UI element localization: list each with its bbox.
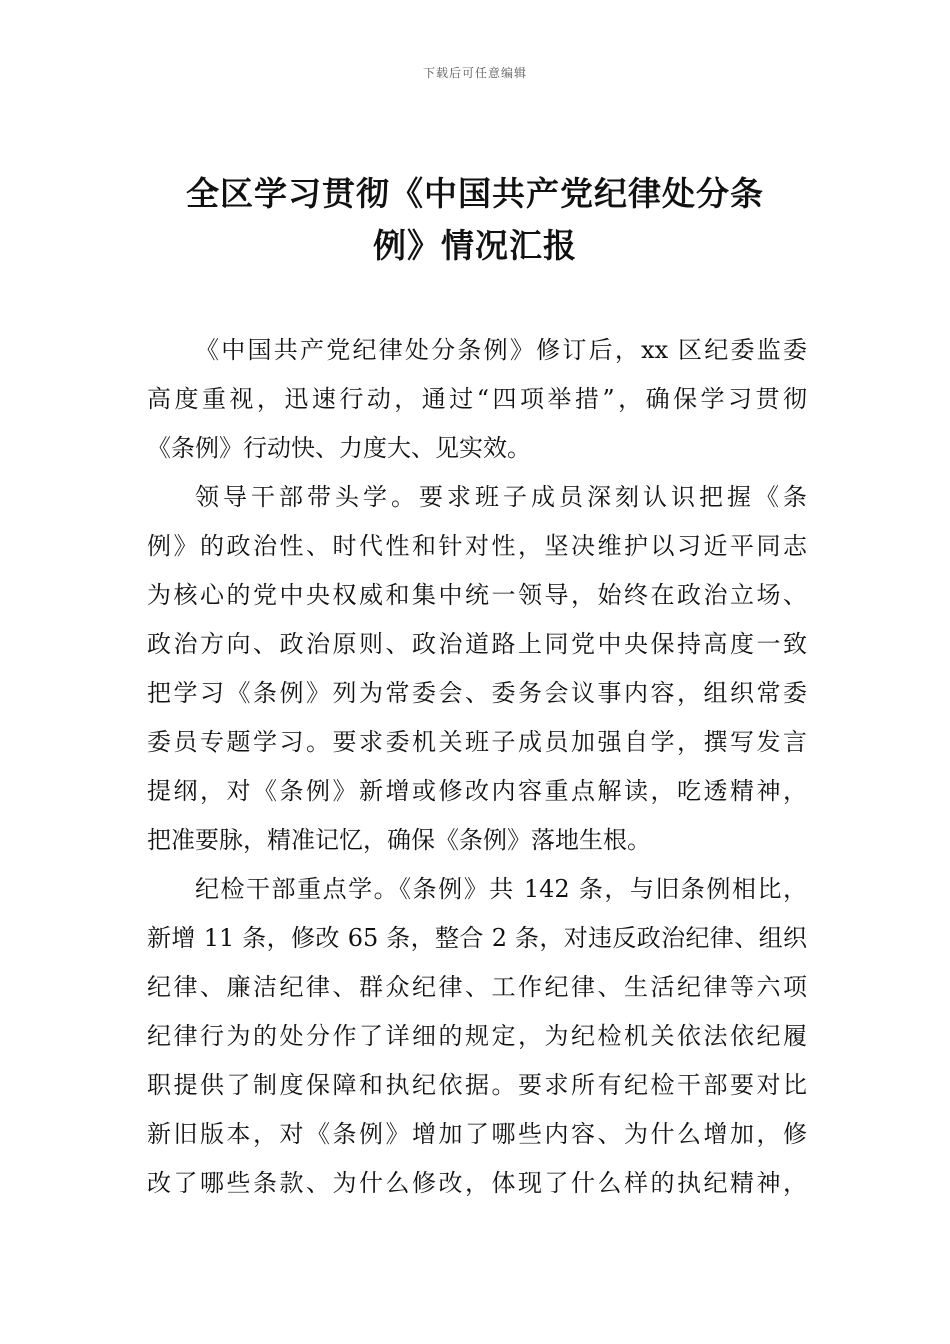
title-line-1: 全区学习贯彻《中国共产党纪律处分条 xyxy=(186,174,764,213)
title-line-2: 例》情况汇报 xyxy=(373,226,577,265)
text-line: 高度重视，迅速行动，通过“四项举措”，确保学习贯彻 xyxy=(147,385,807,413)
document-title xyxy=(150,168,800,272)
text-line: 为核心的党中央权威和集中统一领导，始终在政治立场、 xyxy=(147,581,807,609)
text-line: 《中国共产党纪律处分条例》修订后，xx 区纪委监委 xyxy=(195,336,807,364)
text-line: 委员专题学习。要求委机关班子成员加强自学，撰写发言 xyxy=(147,728,807,756)
document-body xyxy=(147,326,807,1208)
text-line: 把学习《条例》列为常委会、委务会议事内容，组织常委 xyxy=(147,679,807,707)
text-line: 新旧版本，对《条例》增加了哪些内容、为什么增加，修 xyxy=(147,1120,807,1148)
text-line: 例》的政治性、时代性和针对性，坚决维护以习近平同志 xyxy=(147,532,807,560)
text-line: 提纲，对《条例》新增或修改内容重点解读，吃透精神， xyxy=(147,777,807,805)
text-line: 纪律、廉洁纪律、群众纪律、工作纪律、生活纪律等六项 xyxy=(147,973,807,1001)
text-line: 领导干部带头学。要求班子成员深刻认识把握《条 xyxy=(195,483,807,511)
text-line: 职提供了制度保障和执纪依据。要求所有纪检干部要对比 xyxy=(147,1071,807,1099)
text-line: 新增 11 条，修改 65 条，整合 2 条，对违反政治纪律、组织 xyxy=(147,924,807,952)
text-line: 把准要脉，精准记忆，确保《条例》落地生根。 xyxy=(147,826,651,854)
text-line: 纪检干部重点学。《条例》共 142 条，与旧条例相比， xyxy=(195,875,807,903)
text-line: 纪律行为的处分作了详细的规定，为纪检机关依法依纪履 xyxy=(147,1022,807,1050)
text-line: 《条例》行动快、力度大、见实效。 xyxy=(147,434,531,462)
text-line: 改了哪些条款、为什么修改，体现了什么样的执纪精神， xyxy=(147,1169,807,1197)
text-line: 政治方向、政治原则、政治道路上同党中央保持高度一致 xyxy=(147,630,807,658)
page-header: 下载后可任意编辑 xyxy=(422,66,527,80)
